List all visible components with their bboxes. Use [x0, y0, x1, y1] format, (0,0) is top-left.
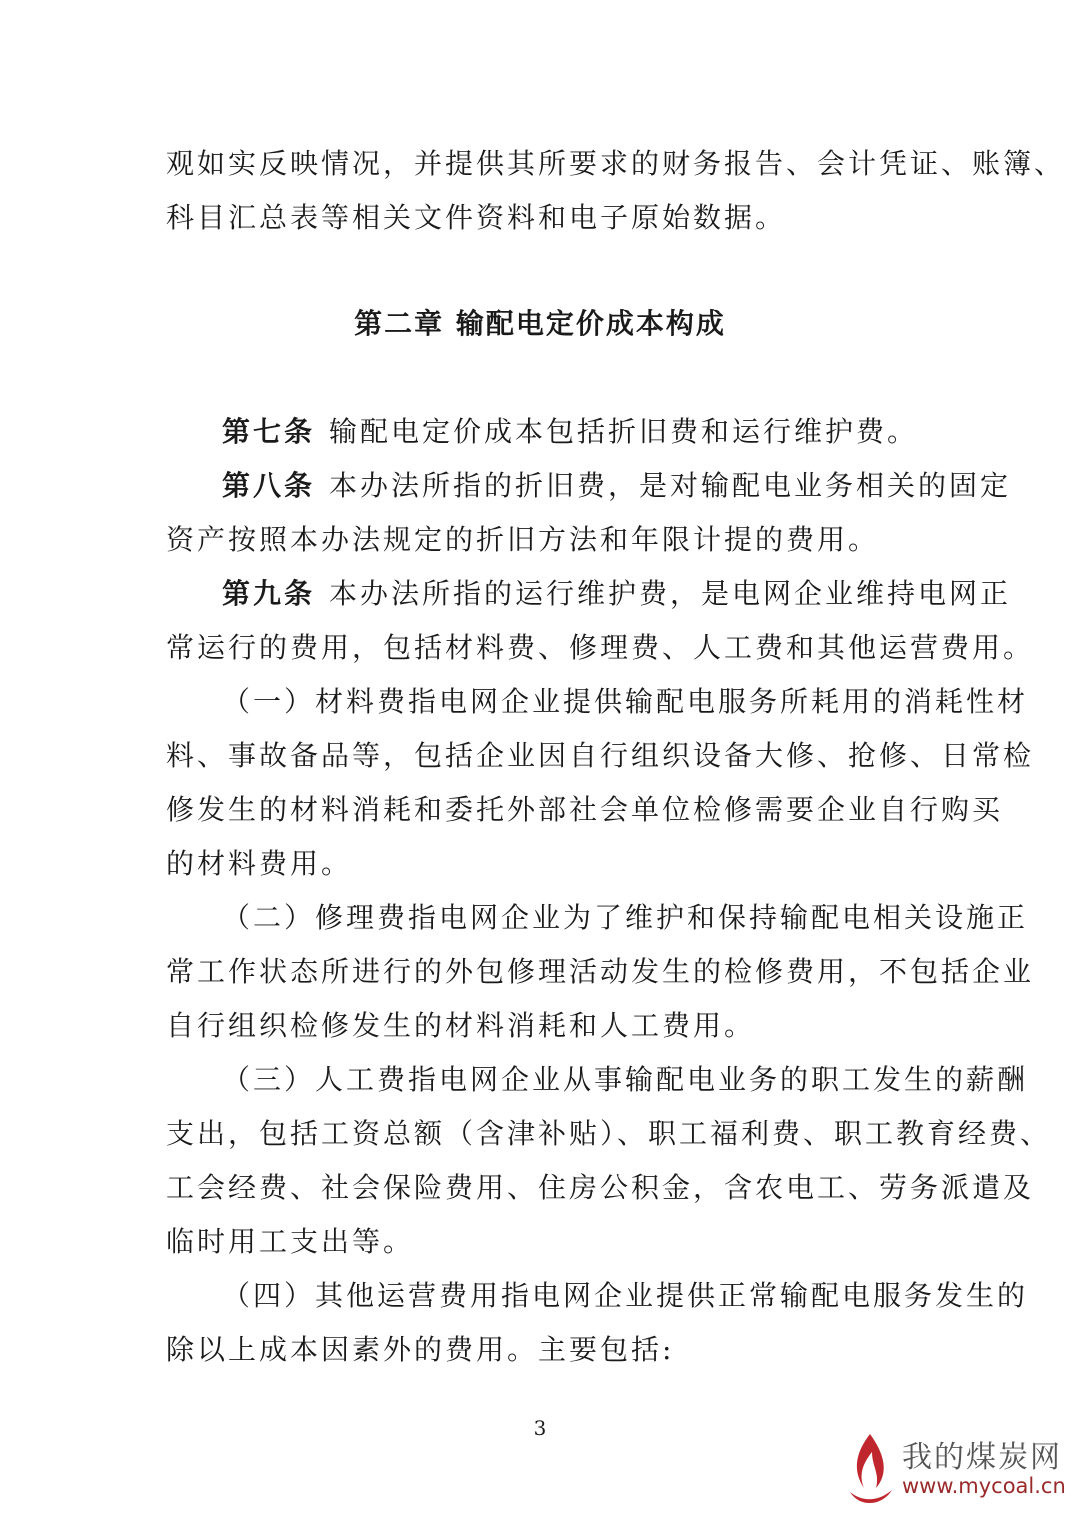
watermark-site-name: 我的煤炭网 — [902, 1440, 1062, 1475]
text-line: 常运行的费用，包括材料费、修理费、人工费和其他运营费用。 — [166, 631, 1035, 664]
chapter-heading: 第二章 输配电定价成本构成 — [354, 307, 726, 340]
article-text: 输配电定价成本包括折旧费和运行维护费。 — [329, 415, 919, 448]
article-9-line — [222, 574, 1012, 614]
page-number: 3 — [533, 1416, 547, 1440]
item-1-line: （一）材料费指电网企业提供输配电服务所耗用的消耗性材 — [222, 685, 1029, 718]
text-line: 常工作状态所进行的外包修理活动发生的检修费用，不包括企业 — [166, 955, 1035, 988]
article-text: 本办法所指的折旧费，是对输配电业务相关的固定 — [329, 469, 1012, 502]
text-line: 科目汇总表等相关文件资料和电子原始数据。 — [166, 201, 787, 234]
text-line: 观如实反映情况，并提供其所要求的财务报告、会计凭证、账簿、 — [166, 147, 1066, 180]
text-line: 料、事故备品等，包括企业因自行组织设备大修、抢修、日常检 — [166, 739, 1035, 772]
flame-logo-icon — [842, 1426, 898, 1516]
article-title: 第八条 — [222, 469, 316, 502]
article-title: 第九条 — [222, 577, 316, 610]
text-line: 的材料费用。 — [166, 847, 353, 880]
item-4-line: （四）其他运营费用指电网企业提供正常输配电服务发生的 — [222, 1279, 1029, 1312]
text-line: 支出，包括工资总额（含津补贴）、职工福利费、职工教育经费、 — [166, 1117, 1052, 1150]
watermark — [842, 1426, 1072, 1516]
article-7-line — [222, 412, 926, 452]
item-3-line: （三）人工费指电网企业从事输配电业务的职工发生的薪酬 — [222, 1063, 1029, 1096]
text-line: 自行组织检修发生的材料消耗和人工费用。 — [166, 1009, 756, 1042]
text-line: 资产按照本办法规定的折旧方法和年限计提的费用。 — [166, 523, 880, 556]
text-line: 临时用工支出等。 — [166, 1225, 415, 1258]
article-text: 本办法所指的运行维护费，是电网企业维持电网正 — [329, 577, 1012, 610]
article-title: 第七条 — [222, 415, 316, 448]
item-2-line: （二）修理费指电网企业为了维护和保持输配电相关设施正 — [222, 901, 1029, 934]
text-line: 修发生的材料消耗和委托外部社会单位检修需要企业自行购买 — [166, 793, 1004, 826]
text-line: 除以上成本因素外的费用。主要包括: — [166, 1333, 675, 1366]
article-8-line — [222, 466, 1012, 506]
text-line: 工会经费、社会保险费用、住房公积金，含农电工、劳务派遣及 — [166, 1171, 1035, 1204]
watermark-url: www.mycoal.cn — [902, 1474, 1066, 1498]
